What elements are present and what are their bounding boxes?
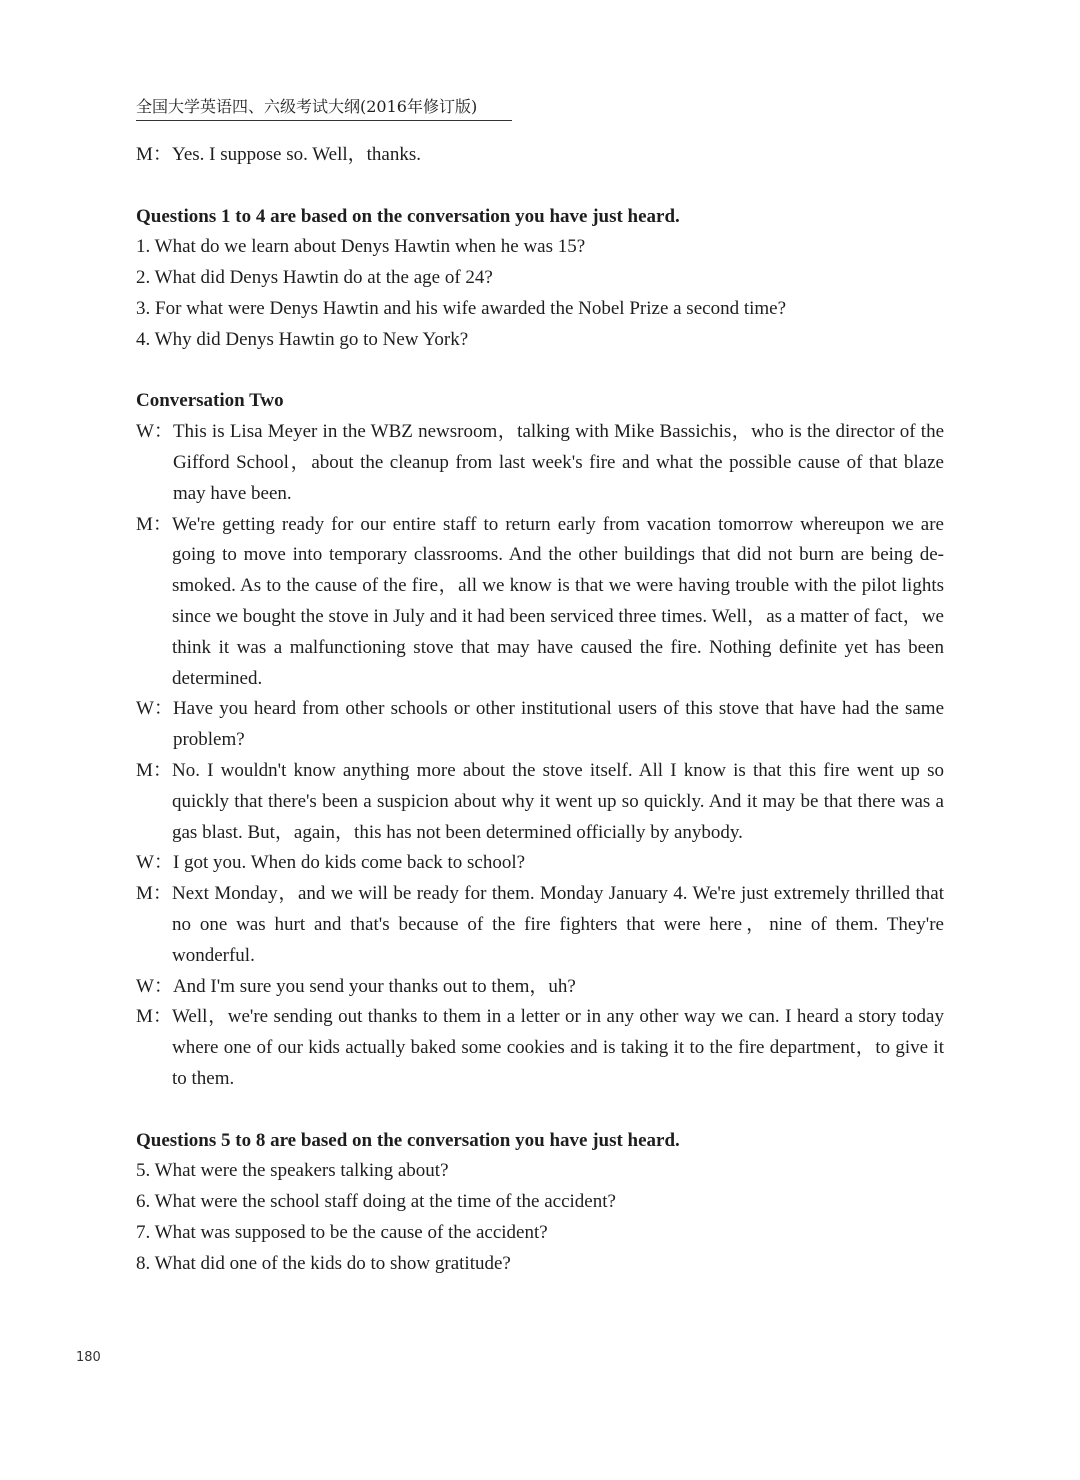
question-item: 2. What did Denys Hawtin do at the age of 24?	[136, 267, 493, 289]
question-item: 8. What did one of the kids do to show gratitude?	[136, 1252, 511, 1274]
spacer	[136, 1095, 944, 1126]
speaker-label: M：	[136, 144, 172, 165]
speaker-label: M：	[136, 513, 172, 535]
running-header	[136, 96, 512, 121]
spacer	[136, 171, 944, 202]
speech-text: I got you. When do kids come back to school?	[172, 852, 526, 874]
questions-heading: Questions 1 to 4 are based on the conversation you have just heard.	[136, 205, 680, 227]
spacer	[136, 356, 944, 387]
speech-text: Yes. I suppose so. Well，thanks.	[172, 144, 422, 165]
dialogue-turn	[136, 972, 944, 1003]
question-item: 1. What do we learn about Denys Hawtin when he was 15?	[136, 236, 586, 258]
question-item: 7. What was supposed to be the cause of the accident?	[136, 1221, 548, 1243]
dialogue-turn	[136, 756, 944, 848]
question-item: 4. Why did Denys Hawtin go to New York?	[136, 328, 469, 350]
speaker-label: W：	[136, 421, 173, 443]
speech-text: This is Lisa Meyer in the WBZ newsroom，talking with Mike Bassichis，who is the director of the Gifford School，about the cleanup from last week's fire and what the possible cause of that blaze may have been.	[172, 421, 944, 504]
speaker-label: M：	[136, 883, 172, 905]
conversation-heading: Conversation Two	[136, 390, 284, 412]
speaker-label: M：	[136, 1006, 172, 1028]
page-content	[136, 140, 944, 1279]
speech-text: Next Monday，and we will be ready for them. Monday January 4. We're just extremely thrilled that no one was hurt and that's because of the fire fighters that were here，nine of them. They're wonderful.	[172, 883, 944, 966]
speech-text: No. I wouldn't know anything more about the stove itself. All I know is that this fire went up so quickly that there's been a suspicion about why it went up so quickly. And it may be that there was a gas blast. But，again，this has not been determined officially by anybody.	[172, 759, 944, 843]
dialogue-turn	[136, 140, 944, 171]
question-item: 5. What were the speakers talking about?	[136, 1160, 449, 1182]
dialogue-turn	[136, 417, 944, 509]
dialogue-turn	[136, 879, 944, 971]
speech-text: And I'm sure you send your thanks out to them，uh?	[172, 975, 576, 997]
question-item: 6. What were the school staff doing at the time of the accident?	[136, 1191, 616, 1213]
speech-text: We're getting ready for our entire staff to return early from vacation tomorrow whereupon we are going to move into temporary classrooms. And the other buildings that did not burn are being de-smoked. As to the cause of the fire，all we know is that we were having trouble with the pilot lights since we bought the stove in July and it had been serviced three times. Well，as a matter of fact，we think it was a malfunctioning stove that may have caused the fire. Nothing definite yet has been determined.	[172, 513, 944, 689]
dialogue-turn	[136, 848, 944, 879]
running-title: 全国大学英语四、六级考试大纲(2016年修订版)	[136, 97, 478, 116]
speaker-label: W：	[136, 698, 173, 720]
dialogue-turn	[136, 694, 944, 756]
speech-text: Have you heard from other schools or other institutional users of this stove that have had the same problem?	[172, 698, 944, 751]
question-item: 3. For what were Denys Hawtin and his wife awarded the Nobel Prize a second time?	[136, 297, 787, 319]
questions-heading: Questions 5 to 8 are based on the conversation you have just heard.	[136, 1129, 680, 1151]
speech-text: Well，we're sending out thanks to them in a letter or in any other way we can. I heard a story today where one of our kids actually baked some cookies and is taking it to the fire department，to give it to them.	[172, 1006, 944, 1089]
dialogue-turn	[136, 1002, 944, 1094]
speaker-label: W：	[136, 852, 173, 874]
dialogue-turn	[136, 510, 944, 695]
speaker-label: M：	[136, 759, 172, 781]
page-number: 180	[76, 1350, 101, 1365]
speaker-label: W：	[136, 975, 173, 997]
